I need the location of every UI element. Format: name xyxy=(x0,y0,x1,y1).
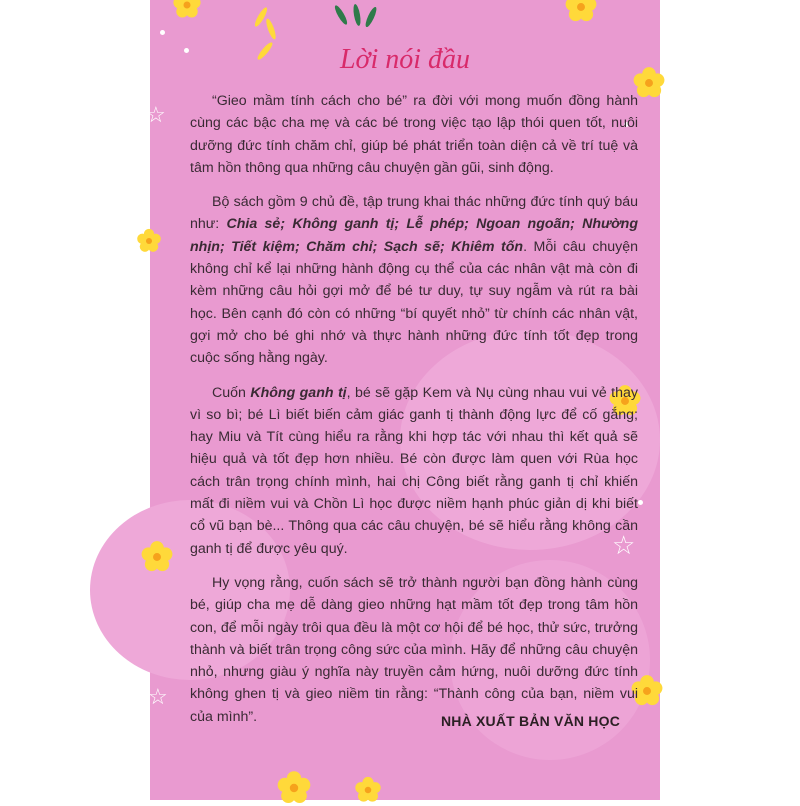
leaf-icon xyxy=(333,4,349,26)
flower-icon xyxy=(564,0,598,24)
star-icon: ☆ xyxy=(148,684,168,709)
flower-icon xyxy=(140,540,174,574)
dot-decoration xyxy=(160,30,165,35)
book-page xyxy=(146,0,660,800)
paragraph xyxy=(190,90,638,179)
paragraph xyxy=(190,382,638,560)
flower-icon xyxy=(172,0,202,20)
paragraph xyxy=(190,191,638,369)
preface-body xyxy=(190,90,638,740)
emphasis-text: Chia sẻ; Không ganh tị; Lễ phép; Ngoan ngoãn; Nhường nhịn; Tiết kiệm; Chăm chỉ; Sạch sẽ; Khiêm tốn xyxy=(190,216,638,255)
flower-icon xyxy=(354,776,382,804)
leaf-icon xyxy=(352,4,362,27)
paragraph-text: . Mỗi câu chuyện không chỉ kể lại những hành động cụ thể của các nhân vật mà còn đi kèm những câu hỏi gợi mở để bé tư duy, tự suy ngẫm và rút ra bài học. Bên cạnh đó còn có những “bí quyết nhỏ” từ chính các nhân vật, gợi mở cho bé ghi nhớ và thực hành những đức tính tốt đẹp trong cuộc sống hằng ngày. xyxy=(190,238,638,367)
star-icon: ☆ xyxy=(612,530,636,560)
paragraph xyxy=(190,572,638,728)
paragraph-text: Cuốn xyxy=(212,384,251,401)
emphasis-text: Không ganh tị xyxy=(250,384,347,401)
paragraph-text: , bé sẽ gặp Kem và Nụ cùng nhau vui vẻ thay vì so bì; bé Lì biết biến cảm giác ganh tị thành động lực để cố gắng; hay Miu và Tít cùng hiểu ra rằng khi hợp tác với nhau thì kết quả sẽ hiệu quả và tốt đẹp hơn nhiều. Bé còn được làm quen với Rùa học cách trân trọng chính mình, hai chị Công biết rằng ganh tị chỉ khiến mất đi niềm vui và Chồn Lì học được niềm hạnh phúc giản dị khi biết cổ vũ bạn bè... Thông qua các câu chuyện, bé sẽ hiểu rằng không cần ganh tị để được yêu quý. xyxy=(190,384,638,557)
page-title: Lời nói đầu xyxy=(339,44,471,75)
paragraph-text: Hy vọng rằng, cuốn sách sẽ trở thành người bạn đồng hành cùng bé, giúp cha mẹ dễ dàng gieo những hạt mầm tốt đẹp trong tâm hồn con, để mỗi ngày trôi qua đều là một cơ hội để bé học, thử sức, trưởng thành và biết trân trọng công sức của mình. Hãy để những câu chuyện nhỏ, nhưng giàu ý nghĩa này truyền cảm hứng, nuôi dưỡng đức tính không ghen tị và gieo niềm tin rằng: “Thành công của bạn, niềm vui của mình”. xyxy=(190,574,638,725)
flower-icon xyxy=(276,770,312,806)
star-icon: ☆ xyxy=(146,102,166,127)
flower-icon xyxy=(136,228,162,254)
leaf-icon xyxy=(264,18,277,41)
paragraph-text: Bộ sách gồm 9 chủ đề, tập trung khai thác những đức tính quý báu như: xyxy=(190,194,638,233)
paragraph-text: “Gieo mầm tính cách cho bé” ra đời với mong muốn đồng hành cùng các bậc cha mẹ và các bé trong việc tạo lập thói quen tốt, nuôi dưỡng đức tính chăm chỉ, giúp bé phát triển toàn diện cả về trí tuệ và tâm hồn thông qua những câu chuyện gần gũi, sinh động. xyxy=(190,93,638,176)
leaf-icon xyxy=(364,6,379,28)
dot-decoration xyxy=(638,500,643,505)
publisher-signature: NHÀ XUẤT BẢN VĂN HỌC xyxy=(441,713,620,729)
